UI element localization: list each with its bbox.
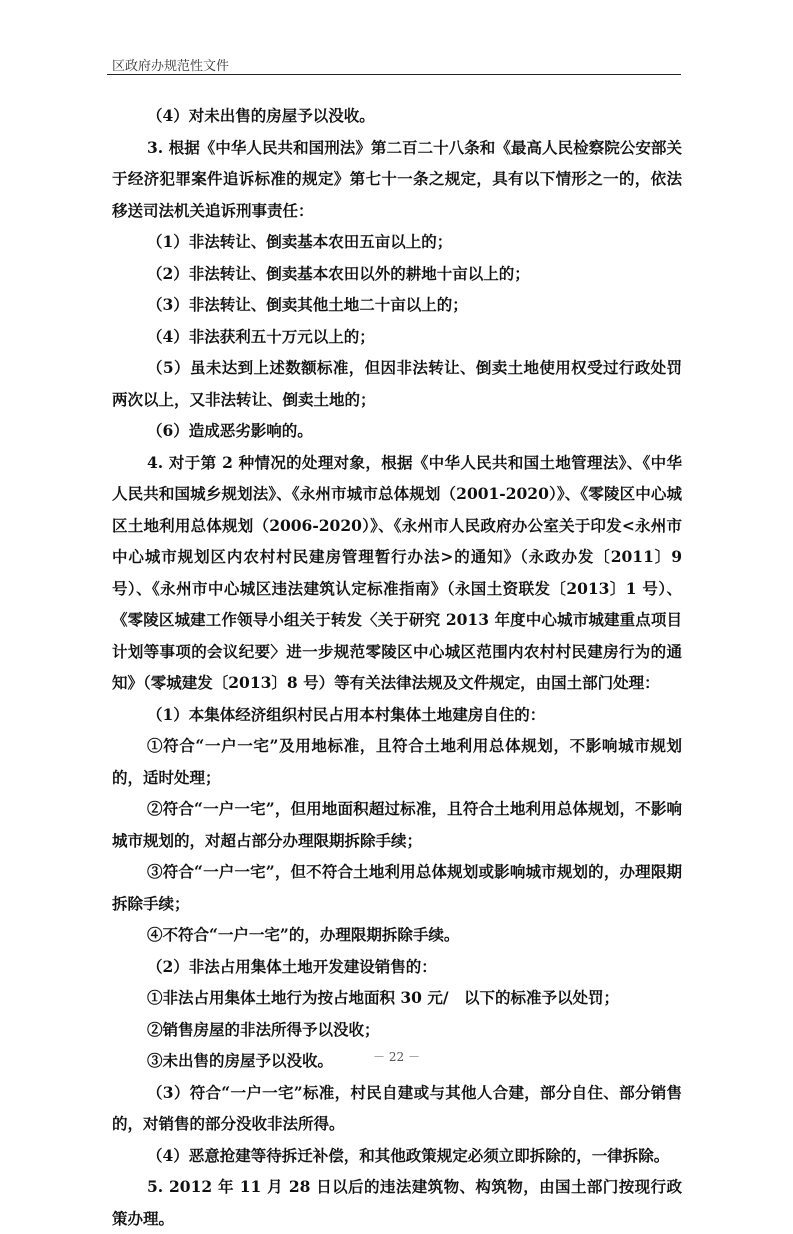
paragraph: ②符合“一户一宅”，但用地面积超过标准，且符合土地利用总体规划，不影响城市规划的，对超占部分办理限期拆除手续； xyxy=(112,799,682,850)
paragraph: 5. 2012 年 11 月 28 日以后的违法建筑物、构筑物，由国土部门按现行政策办理。 xyxy=(112,1177,682,1228)
paragraph: （3）符合“一户一宅”标准，村民自建或与其他人合建，部分自住、部分销售的，对销售的部分没收非法所得。 xyxy=(112,1082,682,1133)
paragraph: （1）本集体经济组织村民占用本村集体土地建房自住的： xyxy=(147,704,546,724)
paragraph: ③未出售的房屋予以没收。 xyxy=(147,1051,334,1070)
paragraph: ②销售房屋的非法所得予以没收； xyxy=(147,1019,380,1039)
paragraph: ①符合“一户一宅”及用地标准，且符合土地利用总体规划，不影响城市规划的，适时处理； xyxy=(112,736,682,787)
paragraph: （1）非法转让、倒卖基本农田五亩以上的； xyxy=(147,232,453,251)
document-header: 区政府办规范性文件 xyxy=(112,59,230,74)
paragraph: （4）非法获利五十万元以上的； xyxy=(147,326,375,346)
paragraph: （5）虽未达到上述数额标准，但因非法转让、倒卖土地使用权受过行政处罚两次以上，又非法转让、倒卖土地的； xyxy=(112,358,682,409)
paragraph: 3. 根据《中华人民共和国刑法》第二百二十八条和《最高人民检察院公安部关于经济犯罪案件追诉标准的规定》第七十一条之规定，具有以下情形之一的，依法移送司法机关追诉刑事责任： xyxy=(112,137,682,220)
paragraph: ③符合“一户一宅”，但不符合土地利用总体规划或影响城市规划的，办理限期拆除手续； xyxy=(112,862,682,913)
page-number: － 22 － xyxy=(373,1050,420,1064)
paragraph: （2）非法占用集体土地开发建设销售的： xyxy=(147,956,437,976)
header-divider xyxy=(107,74,681,75)
paragraph: （4）对未出售的房屋予以没收。 xyxy=(147,106,375,125)
paragraph: （2）非法转让、倒卖基本农田以外的耕地十亩以上的； xyxy=(147,263,530,283)
paragraph: （4）恶意抢建等待拆迁补偿，和其他政策规定必须立即拆除的，一律拆除。 xyxy=(147,1145,670,1165)
paragraph: ①非法占用集体土地行为按占地面积 30 元/ 以下的标准予以处罚； xyxy=(147,988,620,1007)
paragraph: （3）非法转让、倒卖其他土地二十亩以上的； xyxy=(147,295,468,314)
paragraph: （6）造成恶劣影响的。 xyxy=(147,421,313,440)
paragraph: ④不符合“一户一宅”的，办理限期拆除手续。 xyxy=(147,925,460,944)
paragraph: 4. 对于第 2 种情况的处理对象，根据《中华人民共和国土地管理法》、《中华人民共和国城乡规划法》、《永州市城市总体规划（2001-2020）》、《零陵区中心城区土地利用总体规划（2006-2020）》、《永州市人民政府办公室关于印发<永州市中心城市规划区内农村村民建房管理暂行办法>的通知》（永政办发〔2011〕9 号）、《永州市中心城区违法建筑认定标准指南》（永国土资联发〔2013〕1 号）、《零陵区城建工作领导小组关于转发〈关于研究 2013 年度中心城市城建重点项目计划等事项的会议纪要〉进一步规范零陵区中心城区范围内农村村民建房行为的通知》（零城建发〔2013〕8 号）等有关法律法规及文件规定，由国土部门处理： xyxy=(112,452,682,692)
